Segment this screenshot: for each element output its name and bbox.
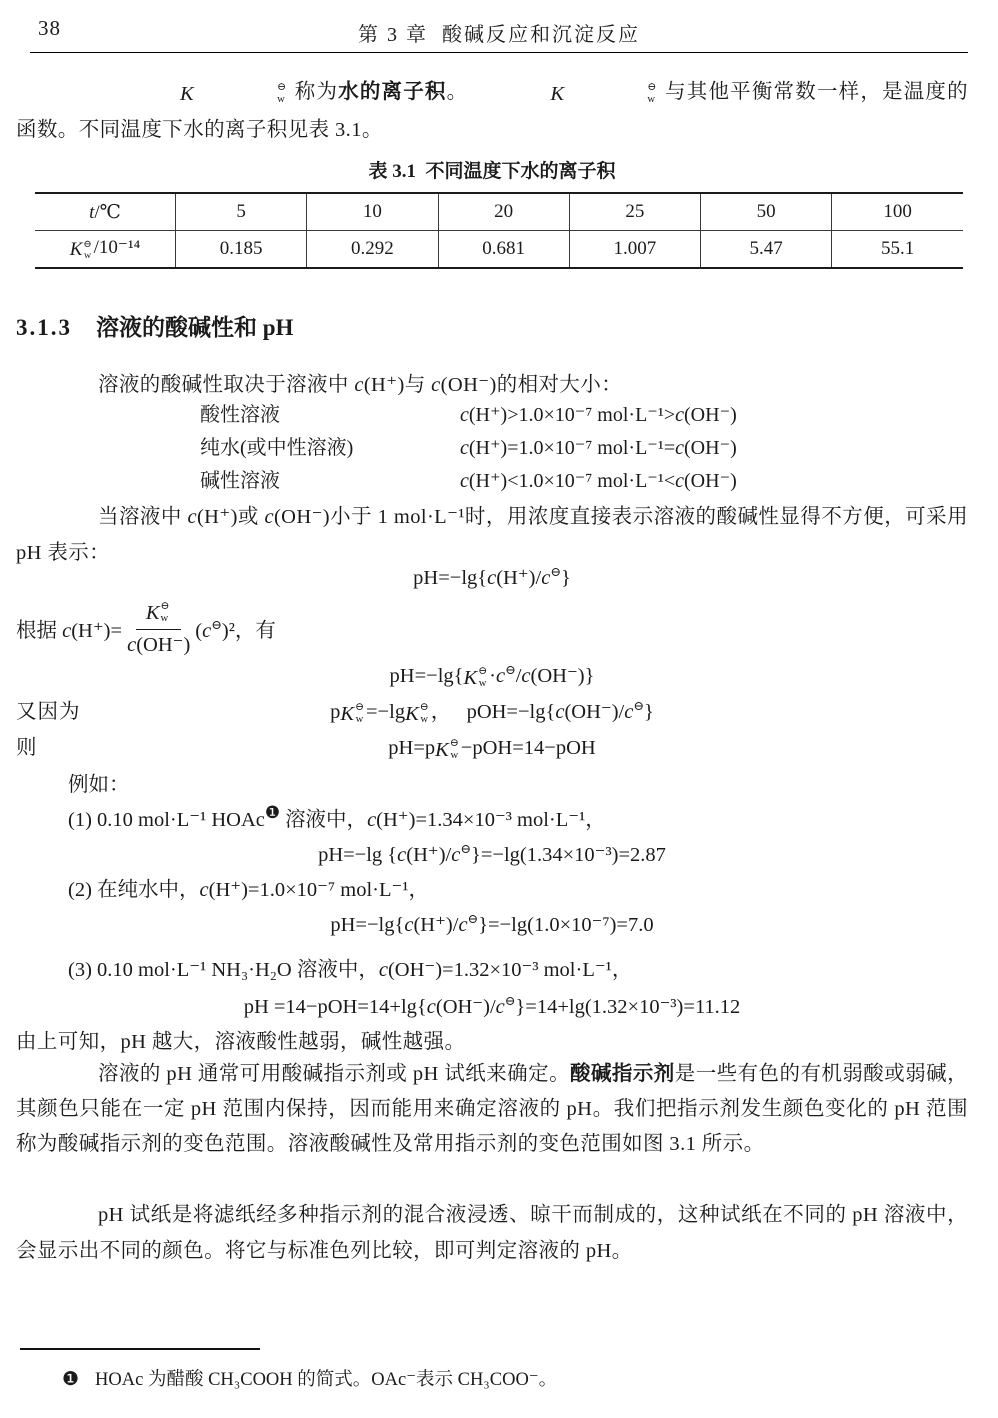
example-2-equation: pH=−lg{c(H⁺)/c⊖}=−lg(1.0×10⁻⁷)=7.0 [330,912,654,936]
basic-condition: c(H⁺)<1.0×10⁻⁷ mol·L⁻¹<c(OH⁻) [460,470,737,492]
kw-value-cell: 0.681 [438,231,569,269]
section-title: 溶液的酸碱性和 pH [96,315,294,340]
fraction-denominator: c(OH⁻) [127,633,191,656]
neutral-row [16,432,968,465]
footnote-text: HOAc 为醋酸 CH₃COOH 的简式。OAc⁻表示 CH₃COO⁻。 [95,1370,558,1390]
neutral-condition: c(H⁺)=1.0×10⁻⁷ mol·L⁻¹=c(OH⁻) [460,437,737,459]
temp-cell: 50 [701,193,832,231]
neutral-label: 纯水(或中性溶液) [200,437,354,459]
pkw-poh-equation: p K ⊖ w =−lg K ⊖ w ， pOH=−lg{c(OH⁻)/c⊖} [330,699,654,725]
kw-value-cell: 55.1 [832,231,963,269]
ph-poh-relation-equation: pH=p K ⊖ w −pOH=14−pOH [388,737,596,761]
acidic-label: 酸性溶液 [200,404,280,426]
because-row [16,694,968,732]
relation-suffix: (c⊖)²，有 [195,618,276,642]
example-1-line: (1) 0.10 mol·L⁻¹ HOAc$^❶$ 溶液中，c(H⁺)=1.34×10⁻³ mol·L⁻¹， [68,803,606,831]
temp-cell: 20 [438,193,569,231]
temp-cell: 25 [569,193,700,231]
example-3-line: (3) 0.10 mol·L⁻¹ NH₃·H₂O 溶液中，c(OH⁻)=1.32×10⁻³ mol·L⁻¹， [68,959,633,981]
footnote-divider [20,1348,260,1350]
ion-product-table [35,192,963,269]
indicator-text-1: 溶液的 pH 通常可用酸碱指示剂或 pH 试纸来确定。 [98,1063,571,1085]
acidic-row [16,399,968,432]
footnote-marker: ❶ [62,1369,80,1390]
intro-bold-term: 水的离子积 [338,81,447,103]
ph-definition-equation: pH=−lg{c(H⁺)/c⊖} [413,565,571,589]
temp-cell: 100 [832,193,963,231]
acidic-condition: c(H⁺)>1.0×10⁻⁷ mol·L⁻¹>c(OH⁻) [460,404,737,426]
then-label: 则 [16,737,38,759]
ph-kw-equation: pH=−lg{ K ⊖ w ·c⊖/c(OH⁻)} [389,663,595,689]
chapter-running-title: 第 3 章 酸碱反应和沉淀反应 [358,24,640,46]
examples-intro: 例如： [68,774,130,796]
example-3-equation: pH =14−pOH=14+lg{c(OH⁻)/c⊖}=14+lg(1.32×10⁻³)=11.12 [243,994,741,1018]
table-value-row [35,231,963,269]
example-2-line: (2) 在纯水中，c(H⁺)=1.0×10⁻⁷ mol·L⁻¹， [68,879,429,901]
conclusion-line: 由上可知，pH 越大，溶液酸性越弱，碱性越强。 [16,1031,466,1053]
section-heading [16,312,968,344]
kw-relation-line [16,596,276,660]
kw-value-cell: 5.47 [701,231,832,269]
intro-text-2: 。 K ⊖ w 与其他平衡常数一样，是温度的函数。不同温度下水的离子积见表 3.1。 [16,81,969,141]
table-caption: 表 3.1 不同温度下水的离子积 [368,161,616,182]
kw-row-label: K ⊖ w /10⁻¹⁴ [35,231,176,269]
relative-size-paragraph: 溶液的酸碱性取决于溶液中 c(H⁺)与 c(OH⁻)的相对大小： [98,374,623,396]
fraction-numerator: K ⊖ w [136,598,182,630]
indicator-paragraph [16,1057,968,1162]
page-number: 38 [38,16,61,40]
example-1-equation: pH=−lg {c(H⁺)/c⊖}=−lg(1.34×10⁻³)=2.87 [318,842,666,866]
basic-label: 碱性溶液 [200,470,280,492]
indicator-text-2: 是一些有色的有机弱酸或弱碱，其颜色只能在一定 pH 范围内保持，因而能用来确定溶液的 pH。我们把指示剂发生颜色变化的 pH 范围称为酸碱指示剂的变色范围。溶液酸碱性及常用指示剂的变色范围如图 3.1 所示。 [16,1063,968,1155]
temperature-header-cell: t/℃ [89,201,121,223]
section-number: 3.1.3 [16,315,72,340]
basic-row [16,465,968,498]
fraction [127,598,190,658]
temp-cell: 10 [307,193,438,231]
intro-text-1: K ⊖ w 称为 [180,81,339,105]
ph-paper-paragraph: pH 试纸是将滤纸经多种指示剂的混合液浸透、晾干而制成的，这种试纸在不同的 pH 溶液中，会显示出不同的颜色。将它与标准色列比较，即可判定溶液的 pH。 [16,1204,968,1262]
kw-value-cell: 0.292 [307,231,438,269]
intro-paragraph [16,74,968,148]
table-header-row [35,193,963,231]
acid-base-list [16,399,968,498]
indicator-bold-term: 酸碱指示剂 [570,1063,675,1085]
ph-introduction-paragraph: 当溶液中 c(H⁺)或 c(OH⁻)小于 1 mol·L⁻¹时，用浓度直接表示溶液的酸碱性显得不方便，可采用 pH 表示： [16,506,969,564]
because-label: 又因为 [16,701,81,723]
temp-cell: 5 [176,193,307,231]
then-row [16,730,968,768]
running-head [30,10,968,53]
kw-value-cell: 1.007 [569,231,700,269]
footnote [62,1366,557,1394]
kw-value-cell: 0.185 [176,231,307,269]
relation-prefix: 根据 c(H⁺)= [16,620,123,642]
